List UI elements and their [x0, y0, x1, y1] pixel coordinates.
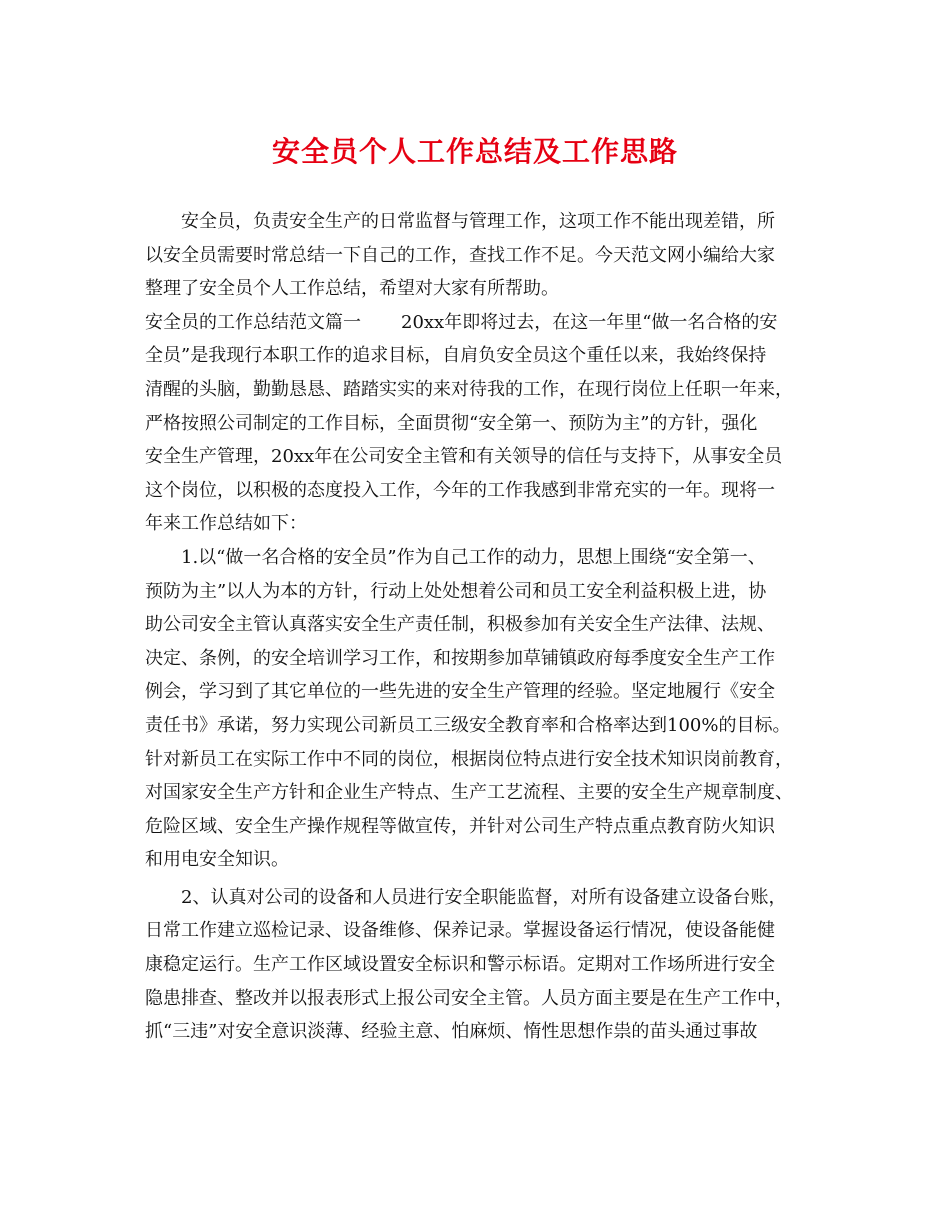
- point1-line: 危险区域、安全生产操作规程等做宣传，并针对公司生产特点重点教育防火知识: [145, 815, 775, 837]
- point1-line: 决定、条例，的安全培训学习工作，和按期参加草铺镇政府每季度安全生产工作: [145, 647, 775, 669]
- point1-line: 对国家安全生产方针和企业生产特点、生产工艺流程、主要的安全生产规章制度、: [145, 782, 793, 804]
- intro-line: 以安全员需要时常总结一下自己的工作，查找工作不足。今天范文网小编给大家: [145, 244, 775, 266]
- intro-line: 整理了安全员个人工作总结，希望对大家有所帮助。: [145, 278, 559, 300]
- section-heading-line: [145, 306, 810, 340]
- section-line: 严格按照公司制定的工作目标，全面贯彻“安全第一、预防为主”的方针，强化: [145, 412, 758, 434]
- point1-line: 和用电安全知识。: [145, 849, 289, 871]
- point2-line: 2、认真对公司的设备和人员进行安全职能监督，对所有设备建立设备台账，: [181, 886, 787, 908]
- section-line: 这个岗位，以积极的态度投入工作，今年的工作我感到非常充实的一年。现将一: [145, 479, 775, 501]
- document-title: 安全员个人工作总结及工作思路: [271, 135, 678, 168]
- section-label: 安全员的工作总结范文篇一: [145, 311, 361, 333]
- point1-line: 助公司安全主管认真落实安全生产责任制，积极参加有关安全生产法律、法规、: [145, 614, 775, 636]
- point2-line: 隐患排查、整改并以报表形式上报公司安全主管。人员方面主要是在生产工作中，: [145, 987, 793, 1009]
- point2-line: 日常工作建立巡检记录、设备维修、保养记录。掌握设备运行情况，使设备能健: [145, 920, 775, 942]
- section-line: 全员”是我现行本职工作的追求目标，自肩负安全员这个重任以来，我始终保持: [145, 345, 767, 367]
- point1-line: 例会，学习到了其它单位的一些先进的安全生产管理的经验。坚定地履行《安全: [145, 681, 775, 703]
- point1-line: 责任书》承诺，努力实现公司新员工三级安全教育率和合格率达到100%的目标。: [145, 714, 791, 736]
- section-line: 安全生产管理，20xx年在公司安全主管和有关领导的信任与支持下，从事安全员: [145, 446, 783, 468]
- point2-line: 抓“三违”对安全意识淡薄、经验主意、怕麻烦、惰性思想作祟的苗头通过事故: [145, 1021, 758, 1043]
- point2-line: 康稳定运行。生产工作区域设置安全标识和警示标语。定期对工作场所进行安全: [145, 954, 775, 976]
- intro-line: 安全员，负责安全生产的日常监督与管理工作，这项工作不能出现差错，所: [181, 211, 775, 232]
- point1-line: 预防为主”以人为本的方针，行动上处处想着公司和员工安全利益积极上进，协: [145, 580, 767, 602]
- section-line: 清醒的头脑，勤勤恳恳、踏踏实实的来对待我的工作，在现行岗位上任职一年来，: [145, 378, 793, 400]
- document-body: [145, 205, 810, 1049]
- point1-line: 针对新员工在实际工作中不同的岗位，根据岗位特点进行安全技术知识岗前教育，: [145, 748, 793, 770]
- section-first-line: 20xx年即将过去，在这一年里“做一名合格的安: [401, 311, 778, 333]
- section-line: 年来工作总结如下：: [145, 513, 307, 535]
- point1-line: 1.以“做一名合格的安全员”作为自己工作的动力，思想上围绕“安全第一、: [181, 546, 766, 568]
